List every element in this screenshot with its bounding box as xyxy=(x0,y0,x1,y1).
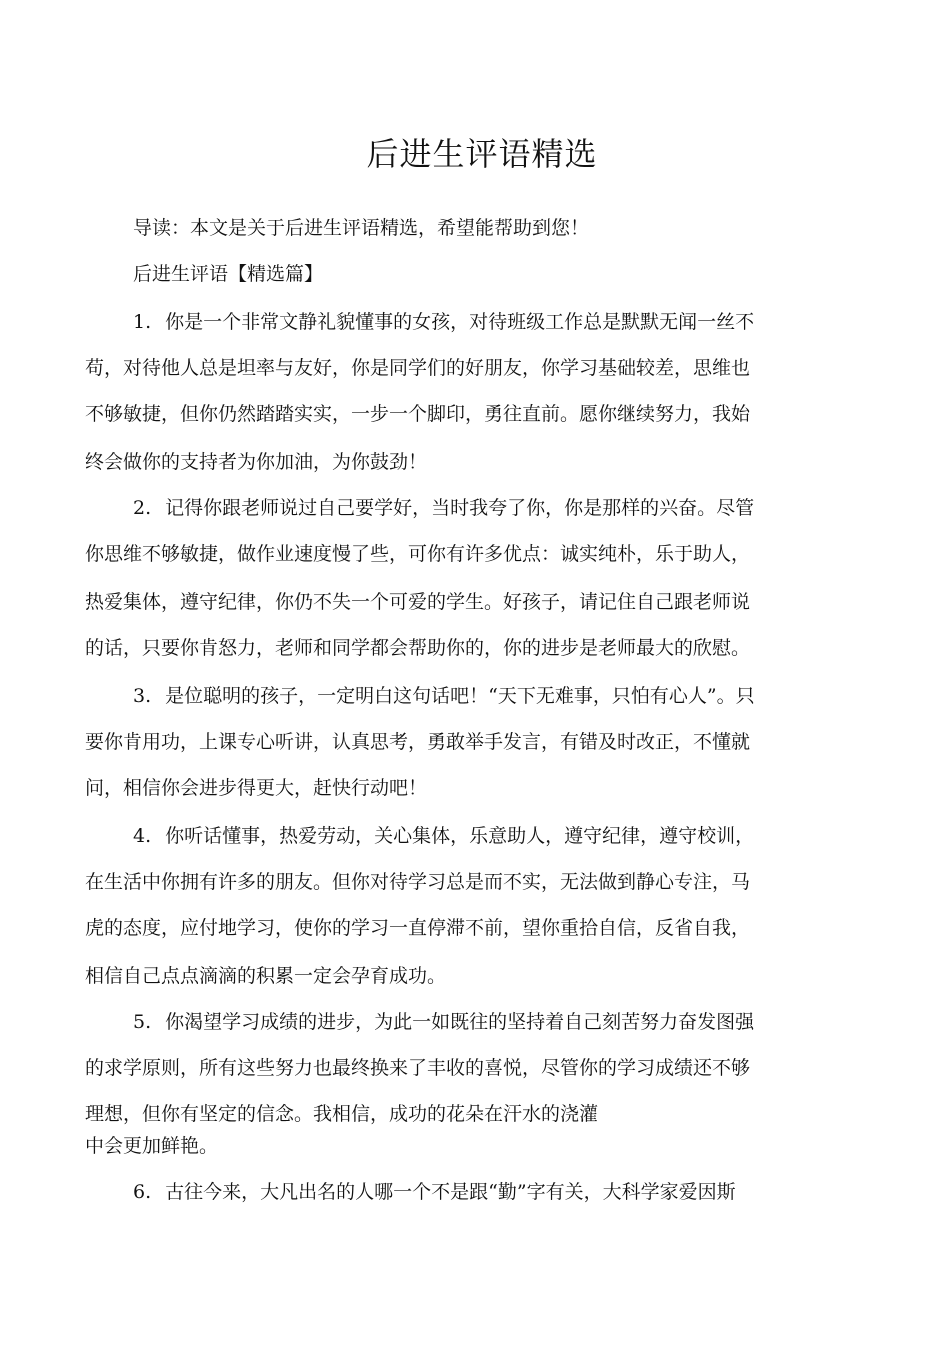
paragraph-line: 理想，但你有坚定的信念。我相信，成功的花朵在汗水的浇灌 xyxy=(85,1103,599,1125)
paragraph-line: 虎的态度，应付地学习，使你的学习一直停滞不前，望你重拾自信，反省自我， xyxy=(85,917,751,939)
paragraph-line: 你是一个非常文静礼貌懂事的女孩，对待班级工作总是默默无闻一丝不 xyxy=(165,311,755,333)
list-item-3-first-line xyxy=(133,682,755,710)
paragraph-line: 热爱集体，遵守纪律，你仍不失一个可爱的学生。好孩子，请记住自己跟老师说 xyxy=(85,591,751,613)
paragraph-line: 问，相信你会进步得更大，赶快行动吧！ xyxy=(85,777,428,799)
paragraph-line: 你听话懂事，热爱劳动，关心集体，乐意助人，遵守纪律，遵守校训， xyxy=(165,825,755,847)
intro-text: 导读：本文是关于后进生评语精选，希望能帮助到您！ xyxy=(133,217,590,239)
paragraph-line: 你渴望学习成绩的进步，为此一如既往的坚持着自己刻苦努力奋发图强 xyxy=(165,1011,755,1033)
paragraph-line: 古往今来，大凡出名的人哪一个不是跟“勤”字有关，大科学家爱因斯 xyxy=(165,1181,736,1203)
paragraph-line: 相信自己点点滴滴的积累一定会孕育成功。 xyxy=(85,965,447,987)
paragraph-line: 中会更加鲜艳。 xyxy=(85,1135,219,1157)
list-item-number: 3. xyxy=(133,685,152,707)
list-item-2-first-line xyxy=(133,494,754,522)
list-item-5-first-line xyxy=(133,1008,754,1036)
paragraph-line: 要你肯用功，上课专心听讲，认真思考，勇敢举手发言，有错及时改正，不懂就 xyxy=(85,731,751,753)
list-item-4-first-line xyxy=(133,822,754,850)
section-heading: 后进生评语【精选篇】 xyxy=(133,263,324,285)
list-item-number: 5. xyxy=(133,1011,152,1033)
paragraph-line: 在生活中你拥有许多的朋友。但你对待学习总是而不实，无法做到静心专注，马 xyxy=(85,871,751,893)
paragraph-line: 的话，只要你肯怒力，老师和同学都会帮助你的，你的进步是老师最大的欣慰。 xyxy=(85,637,751,659)
list-item-1-first-line xyxy=(133,308,754,336)
list-item-number: 4. xyxy=(133,825,152,847)
paragraph-line: 终会做你的支持者为你加油，为你鼓劲！ xyxy=(85,451,428,473)
list-item-6-first-line xyxy=(133,1178,736,1206)
paragraph-line: 的求学原则，所有这些努力也最终换来了丰收的喜悦，尽管你的学习成绩还不够 xyxy=(85,1057,751,1079)
list-item-number: 2. xyxy=(133,497,152,519)
list-item-number: 1. xyxy=(133,311,152,333)
page-title: 后进生评语精选 xyxy=(366,135,598,173)
paragraph-line: 苟，对待他人总是坦率与友好，你是同学们的好朋友，你学习基础较差，思维也 xyxy=(85,357,751,379)
paragraph-line: 你思维不够敏捷，做作业速度慢了些，可你有许多优点：诚实纯朴，乐于助人， xyxy=(85,543,751,565)
paragraph-line: 记得你跟老师说过自己要学好，当时我夸了你，你是那样的兴奋。尽管 xyxy=(165,497,755,519)
paragraph-line: 不够敏捷，但你仍然踏踏实实，一步一个脚印，勇往直前。愿你继续努力，我始 xyxy=(85,403,751,425)
paragraph-line: 是位聪明的孩子，一定明白这句话吧！“天下无难事，只怕有心人”。只 xyxy=(165,685,755,707)
list-item-number: 6. xyxy=(133,1181,152,1203)
